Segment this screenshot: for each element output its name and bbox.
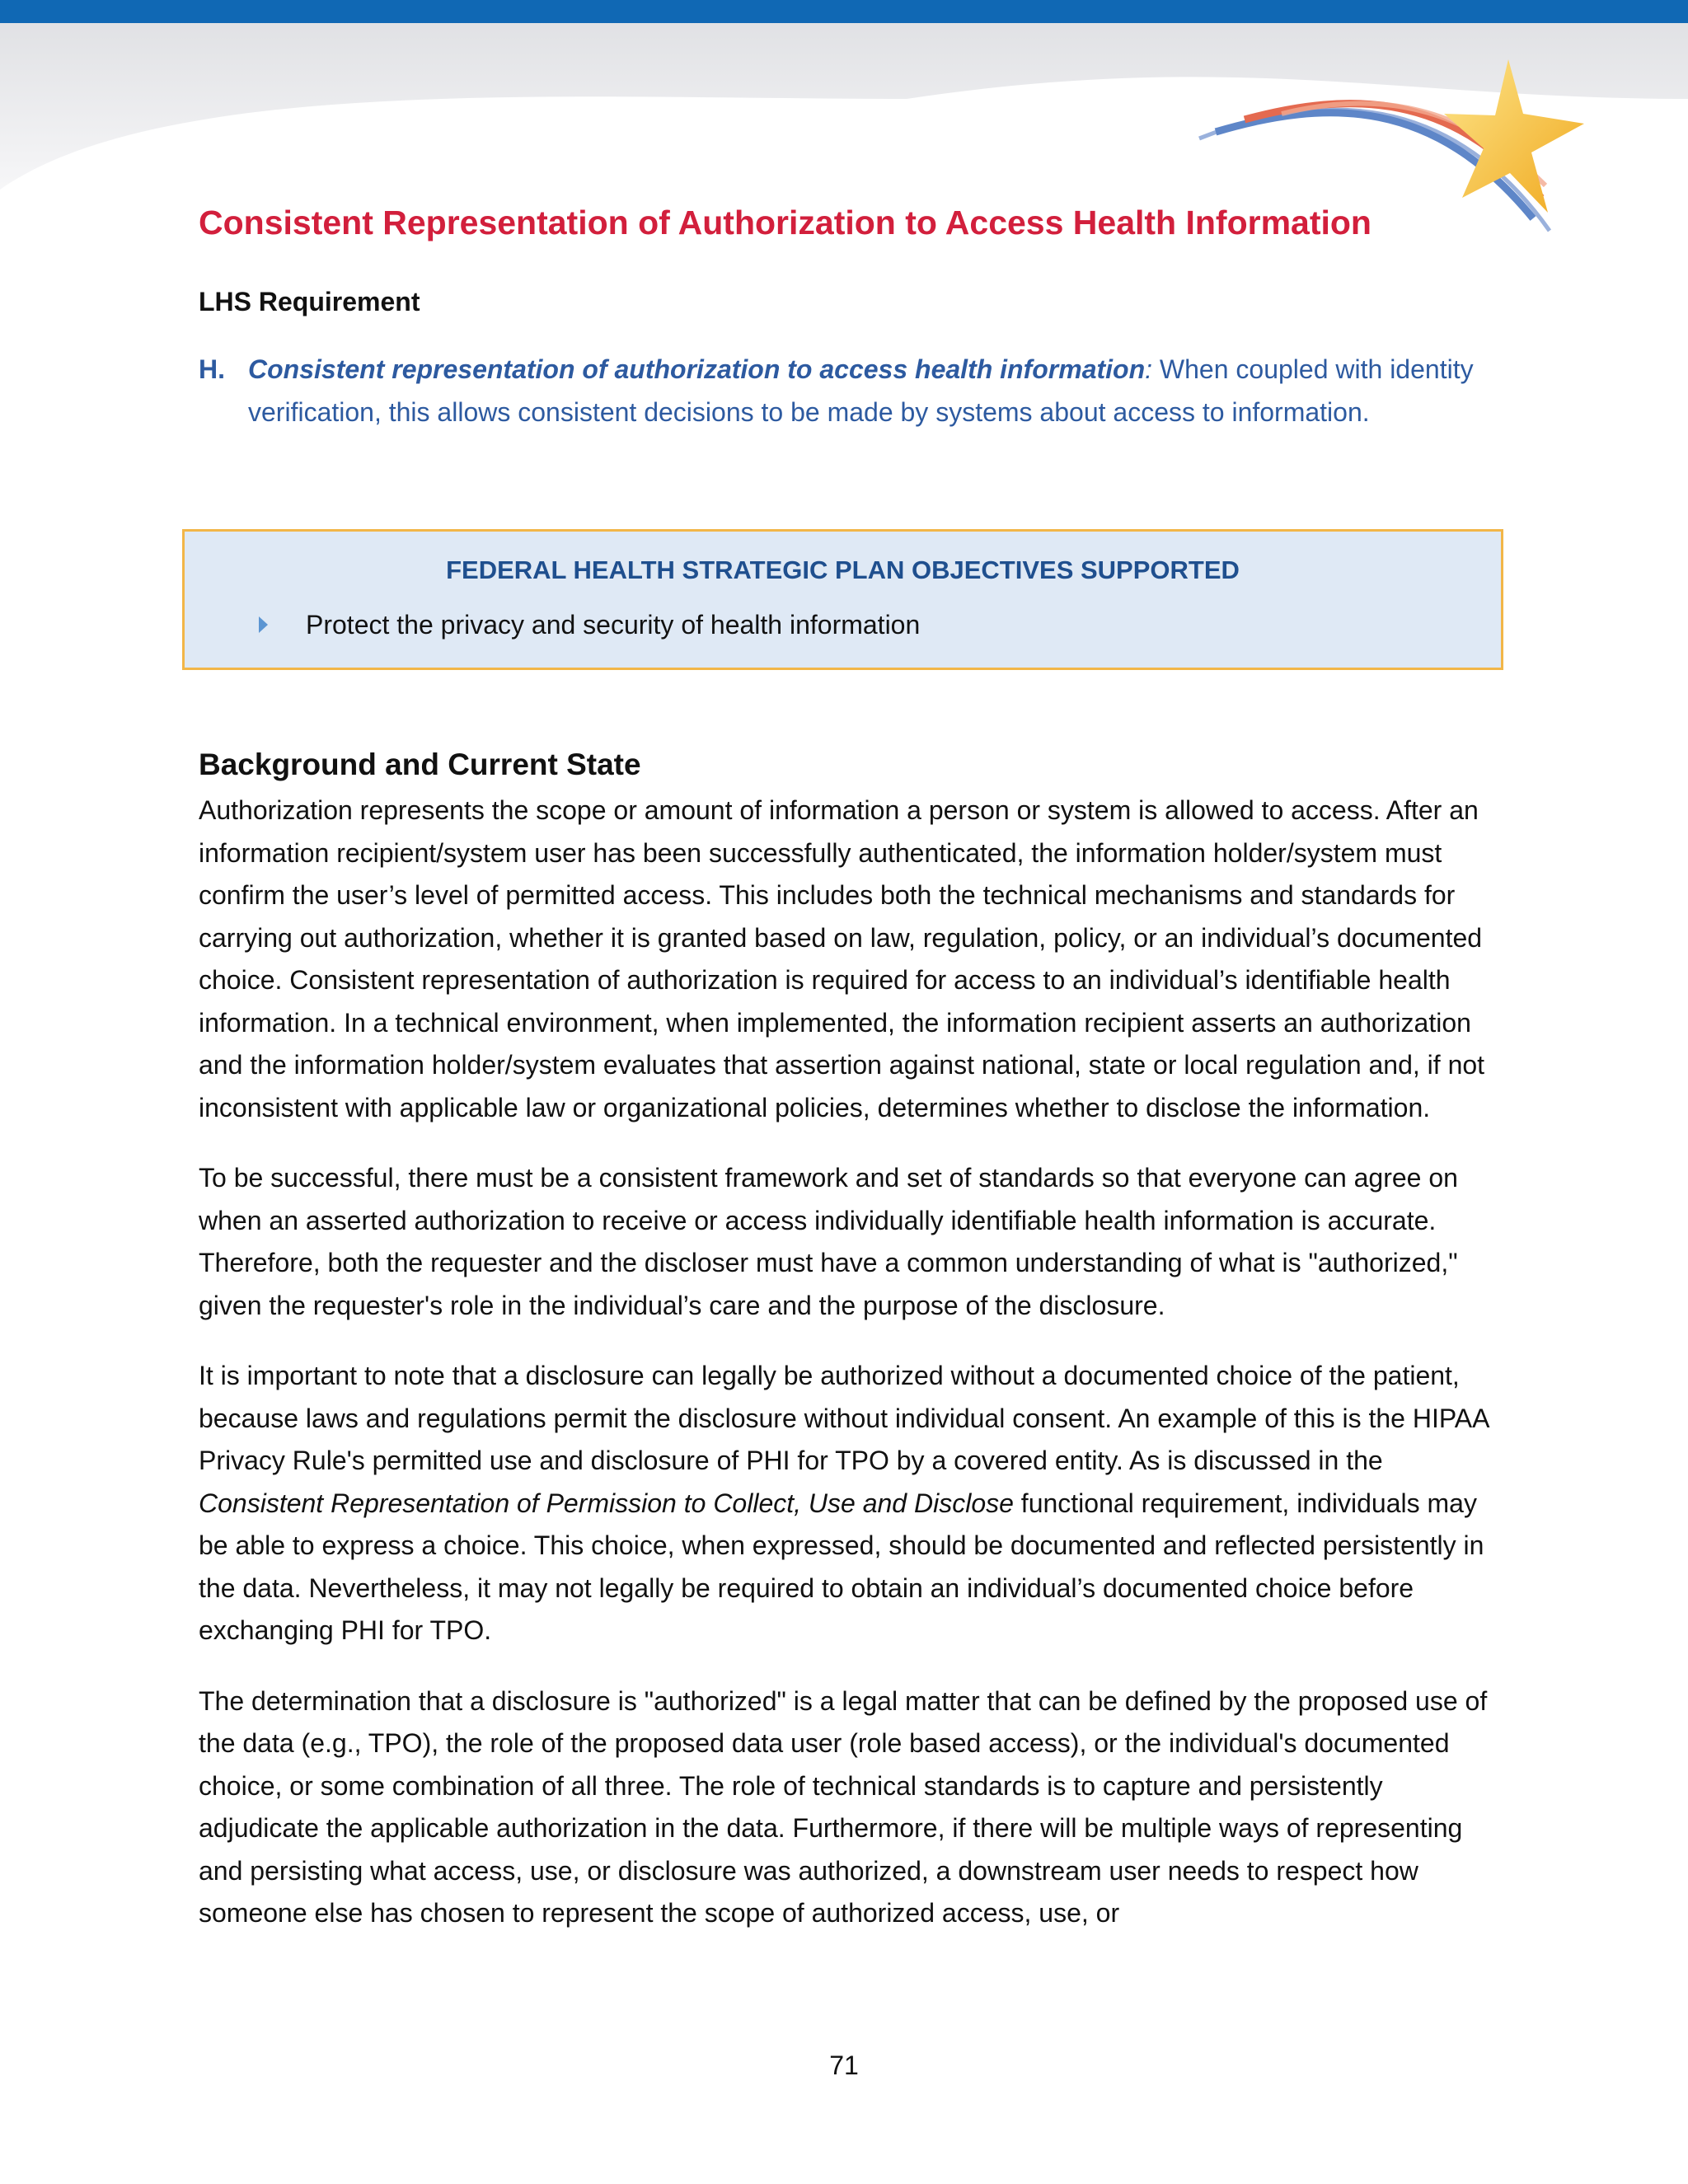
section-heading: Background and Current State bbox=[199, 748, 641, 781]
paragraph-2: To be successful, there must be a consistent framework and set of standards so that everyone can agree on when an asserted authorization to receive or access individually identifiable health information is accurate. Therefore, both the requester and the discloser must have a common understanding of what is "authorized," given the requester's role in the individual’s care and the purpose of the disclosure. bbox=[199, 1163, 1458, 1320]
requirement-description: When coupled with identity verification, this allows consistent decisions to be made by systems about access to information. bbox=[248, 354, 1474, 427]
paragraph-3-text: It is important to note that a disclosure can legally be authorized without a documented choice of the patient, because laws and regulations permit the disclosure without individual consent. An example of this is the HIPAA Privacy Rule's permitted use and disclosure of PHI for TPO by a covered entity. As is discussed in the bbox=[199, 1361, 1489, 1475]
requirement-label: LHS Requirement bbox=[199, 287, 420, 316]
objectives-heading: FEDERAL HEALTH STRATEGIC PLAN OBJECTIVES SUPPORTED bbox=[446, 555, 1240, 584]
objective-item bbox=[259, 606, 1501, 644]
paragraph-4: The determination that a disclosure is "authorized" is a legal matter that can be defined by the proposed use of the data (e.g., TPO), the role of the proposed data user (role based access), or the individual's documented choice, or some combination of all three. The role of technical standards is to capture and persistently adjudicate the applicable authorization in the data. Furthermore, if there will be multiple ways of representing and persisting what access, use, or disclosure was authorized, a downstream user needs to respect how someone else has chosen to represent the scope of authorized access, use, or bbox=[199, 1685, 1488, 1928]
page-number: 71 bbox=[829, 2050, 859, 2080]
page-title: Consistent Representation of Authorization to Access Health Information bbox=[199, 204, 1372, 241]
paragraph-1: Authorization represents the scope or amount of information a person or system is allowed to access. After an information recipient/system user has been successfully authenticated, the information holder/system must confirm the user’s level of permitted access. This includes both the technical mechanisms and standards for carrying out authorization, whether it is granted based on law, regulation, policy, or an individual’s documented choice. Consistent representation of authorization is required for access to an individual’s identifiable health information. In a technical environment, when implemented, the information recipient asserts an authorization and the information holder/system evaluates that assertion against national, state or local regulation and, if not inconsistent with applicable law or organizational policies, determines whether to disclose the information. bbox=[199, 795, 1485, 1122]
requirement-item bbox=[199, 348, 1493, 434]
objectives-box bbox=[182, 529, 1503, 670]
objective-text: Protect the privacy and security of health information bbox=[306, 610, 921, 640]
triangle-bullet-icon bbox=[259, 616, 268, 633]
requirement-text bbox=[248, 348, 1493, 434]
requirement-letter: H. bbox=[199, 354, 225, 384]
requirement-section bbox=[199, 198, 1493, 434]
referenced-requirement-title: Consistent Representation of Permission to Collect, Use and Disclose bbox=[199, 1488, 1014, 1518]
requirement-term: Consistent representation of authorization to access health information bbox=[248, 354, 1146, 384]
paragraph-3 bbox=[199, 1355, 1509, 1652]
paragraph-3-text-cont: functional requirement, individuals may be able to express a choice. This choice, when expressed, should be documented and reflected persistently in the data. Nevertheless, it may not legally be required to obtain an individual’s documented choice before exchanging PHI for TPO. bbox=[199, 1488, 1484, 1645]
background-section bbox=[199, 742, 1509, 1963]
requirement-colon: : bbox=[1145, 354, 1153, 384]
